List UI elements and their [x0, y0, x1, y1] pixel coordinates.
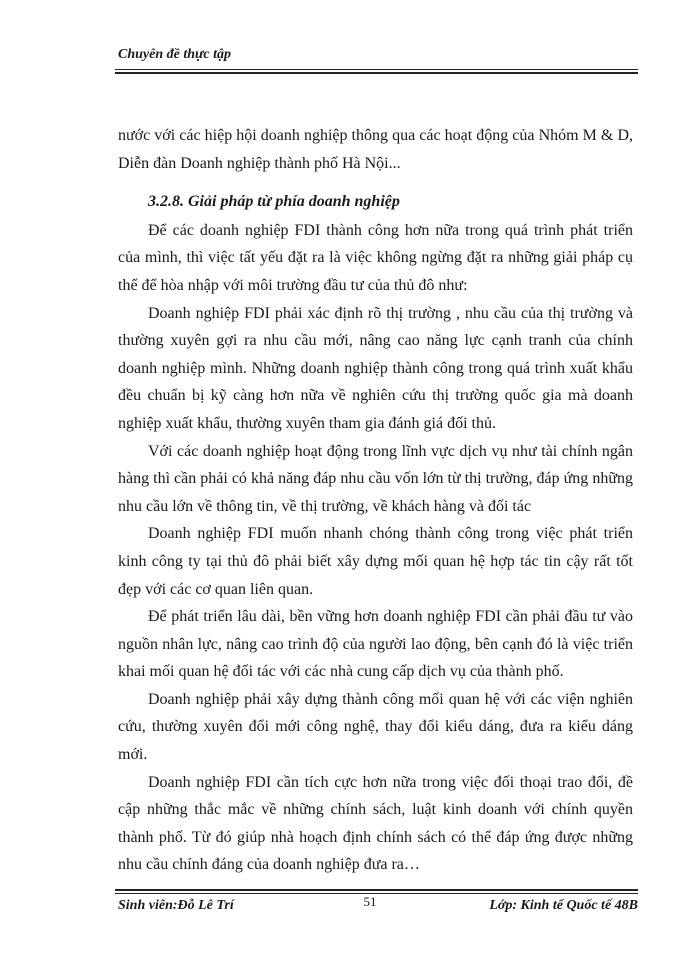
paragraph: Để phát triển lâu dài, bền vững hơn doanh nghiệp FDI cần phải đầu tư vào nguồn nhân lực, nâng cao trình độ của người lao động, bên cạnh đó là việc triển khai mối quan hệ đối tác với các nhà cung cấp dịch vụ của thành phố. [118, 608, 633, 681]
paragraph: Doanh nghiệp FDI phải xác định rõ thị trường , nhu cầu của thị trường và thường xuyên gợi ra nhu cầu mới, nâng cao năng lực cạnh tranh của chính doanh nghiệp mình. Những doanh nghiệp thành công trong quá trình xuất khẩu đều chuẩn bị kỹ càng hơn nữa về nghiên cứu thị trường quốc gia mà doanh nghiệp xuất khẩu, thường xuyên tham gia đánh giá đối thủ. [118, 304, 633, 432]
footer-student: Sinh viên:Đỗ Lê Trí [118, 898, 234, 913]
section-heading: 3.2.8. Giải pháp từ phía doanh nghiệp [148, 193, 400, 211]
paragraph: Để các doanh nghiệp FDI thành công hơn nữa trong quá trình phát triển của mình, thì việc tất yếu đặt ra là việc không ngừng đặt ra những giải pháp cụ thể để hòa nhập với môi trường đầu tư của thủ đô như: [118, 221, 633, 294]
header-rule-thick [115, 72, 638, 74]
page-number: 51 [363, 894, 377, 909]
footer-rule-thick [115, 889, 638, 891]
header-title: Chuyên đề thực tập [118, 47, 232, 62]
paragraph: Doanh nghiệp phải xây dựng thành công mối quan hệ với các viện nghiên cứu, thường xuyên đổi mới công nghệ, thay đổi kiểu dáng, đưa ra kiểu dáng mới. [118, 690, 633, 764]
document-body [118, 122, 633, 879]
paragraph: Doanh nghiệp FDI cần tích cực hơn nữa trong việc đối thoại trao đổi, đề cập những thắc mắc về những chính sách, luật kinh doanh với chính quyền thành phố. Từ đó giúp nhà hoạch định chính sách có thể đáp ứng được những nhu cầu chính đáng của doanh nghiệp đưa ra… [118, 773, 633, 874]
paragraph: Với các doanh nghiệp hoạt động trong lĩnh vực dịch vụ như tài chính ngân hàng thì cần phải có khả năng đáp nhu cầu vốn lớn từ thị trường, đáp ứng những nhu cầu lớn về thông tin, về thị trường, về khách hàng và đối tác [118, 442, 633, 515]
footer-class: Lớp: Kinh tế Quốc tế 48B [489, 898, 638, 913]
header-rule-thin [115, 69, 638, 70]
paragraph: Doanh nghiệp FDI muốn nhanh chóng thành công trong việc phát triển kinh công ty tại thủ đô phải biết xây dựng mối quan hệ hợp tác tin cậy rất tốt đẹp với các cơ quan liên quan. [118, 525, 633, 598]
intro-paragraph: nước với các hiệp hội doanh nghiệp thông qua các hoạt động của Nhóm M & D, Diễn đàn Doanh nghiệp thành phố Hà Nội... [118, 127, 633, 172]
